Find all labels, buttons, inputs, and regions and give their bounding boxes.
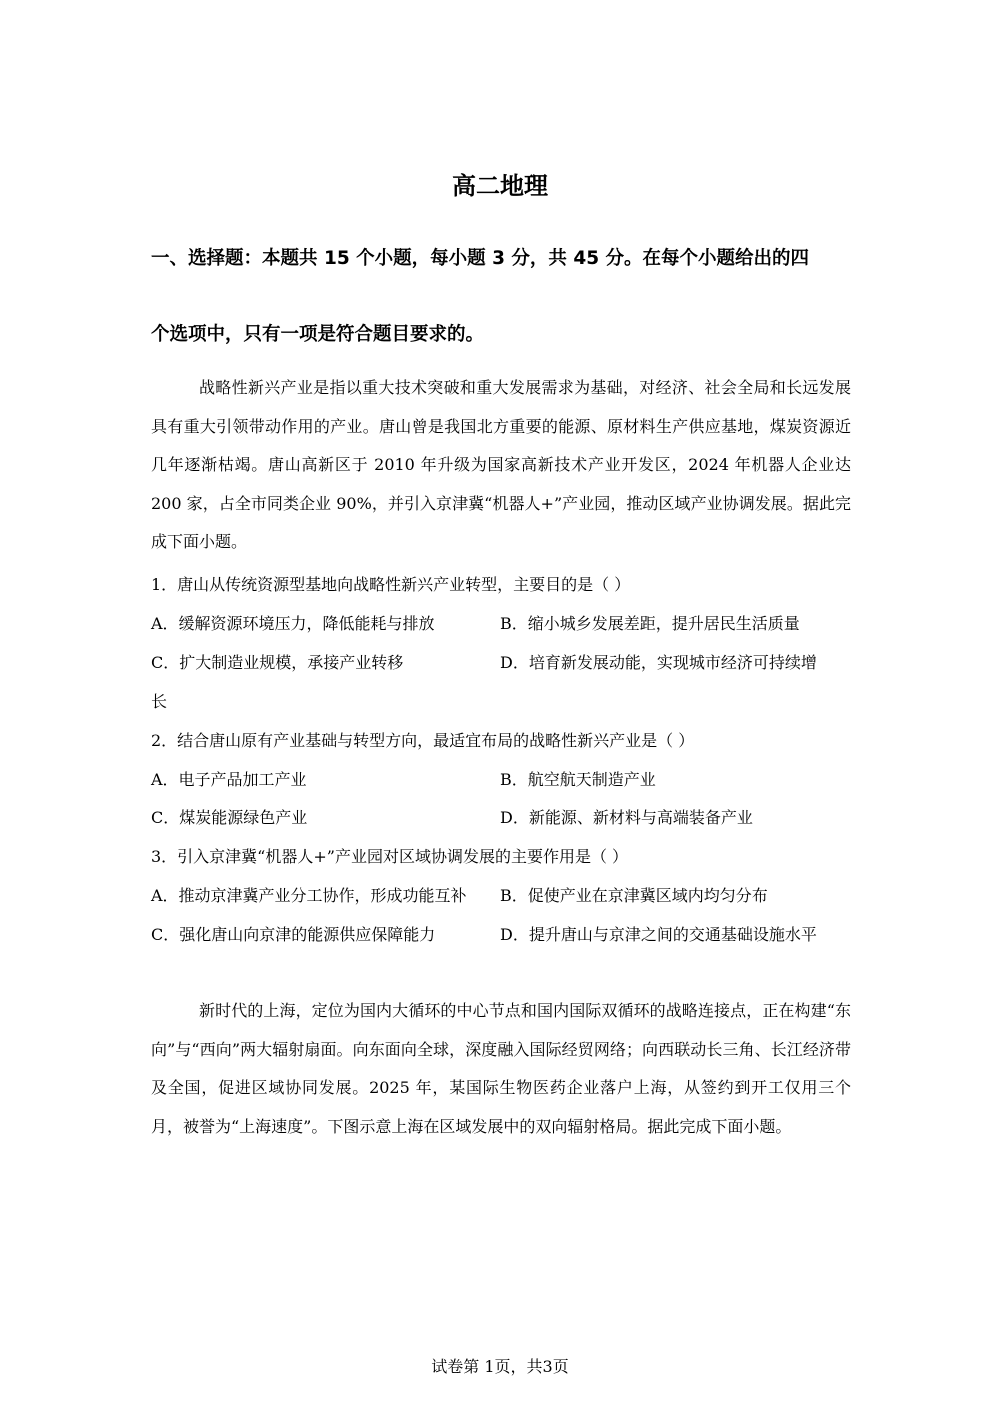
page-title: 高二地理 [452,172,548,200]
question-3-stem: 3．引入京津冀“机器人+”产业园对区域协调发展的主要作用是（ ） [151,847,629,866]
question-2-option-b: B．航空航天制造产业 [500,770,656,789]
question-3-option-d: D．提升唐山与京津之间的交通基础设施水平 [500,925,817,944]
question-1-stem: 1．唐山从传统资源型基地向战略性新兴产业转型，主要目的是（ ） [151,575,631,594]
question-1-option-c: C．扩大制造业规模，承接产业转移 [151,653,404,672]
section-heading-line1: 一、选择题：本题共 15 个小题，每小题 3 分，共 45 分。在每个小题给出的四 [151,248,810,269]
question-2-option-d: D．新能源、新材料与高端装备产业 [500,808,753,827]
question-2-stem: 2．结合唐山原有产业基础与转型方向，最适宜布局的战略性新兴产业是（ ） [151,731,695,750]
section-heading-line2: 个选项中，只有一项是符合题目要求的。 [151,324,485,345]
question-2-option-a: A．电子产品加工产业 [151,770,307,789]
question-3-option-b: B．促使产业在京津冀区域内均匀分布 [500,886,768,905]
passage-2: 新时代的上海，定位为国内大循环的中心节点和国内国际双循环的战略连接点，正在构建“东向”与“西向”两大辐射扇面。向东面向全球，深度融入国际经贸网络；向西联动长三角、长江经济带及全国，促进区域协同发展。2025 年，某国际生物医药企业落户上海，从签约到开工仅用三个月，被誉为“上海速度”。下图示意上海在区域发展中的双向辐射格局。据此完成下面小题。 [151,1001,851,1136]
question-2-option-c: C．煤炭能源绿色产业 [151,808,308,827]
question-1-option-d: D．培育新发展动能，实现城市经济可持续增 [500,653,817,672]
question-1-option-b: B．缩小城乡发展差距，提升居民生活质量 [500,614,800,633]
question-1-option-a: A．缓解资源环境压力，降低能耗与排放 [151,614,435,633]
question-1-option-d-continued: 长 [151,692,168,711]
question-3-option-c: C．强化唐山向京津的能源供应保障能力 [151,925,436,944]
question-3-option-a: A．推动京津冀产业分工协作，形成功能互补 [151,886,467,905]
page-footer: 试卷第 1页，共3页 [431,1357,569,1376]
passage-1: 战略性新兴产业是指以重大技术突破和重大发展需求为基础，对经济、社会全局和长远发展具有重大引领带动作用的产业。唐山曾是我国北方重要的能源、原材料生产供应基地，煤炭资源近几年逐渐枯竭。唐山高新区于 2010 年升级为国家高新技术产业开发区，2024 年机器人企业达 200 家，占全市同类企业 90%，并引入京津冀“机器人+”产业园，推动区域产业协调发展。据此完成下面小题。 [151,378,851,551]
